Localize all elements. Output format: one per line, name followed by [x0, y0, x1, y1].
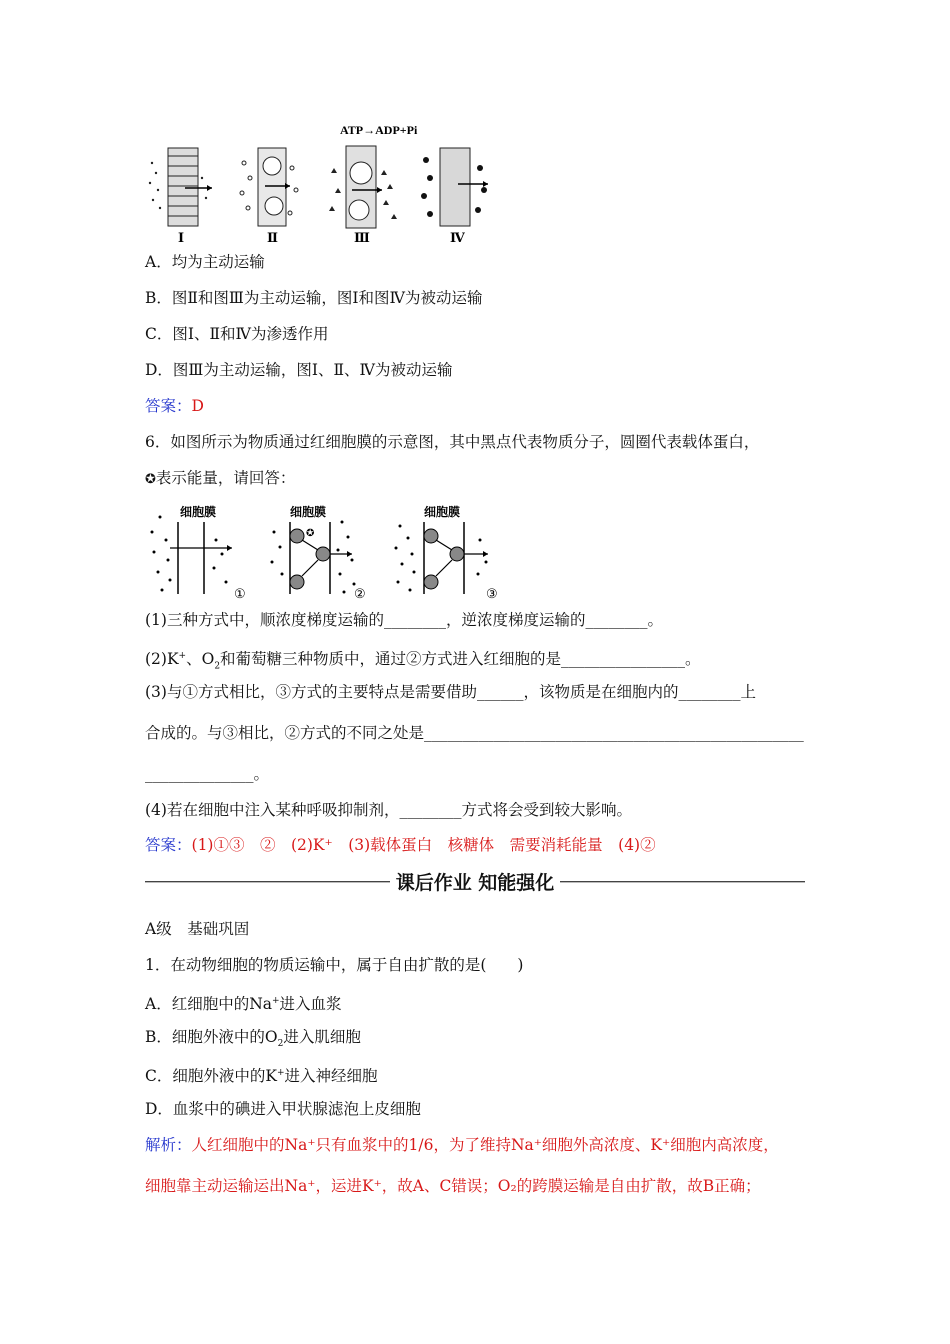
diagram-1: [151, 504, 246, 602]
q6-sub3-line1: (3)与①方式相比，③方式的主要特点是需要借助______，该物质是在细胞内的________上: [145, 683, 756, 701]
q1-option-b: [145, 1026, 361, 1055]
q1-option-b-post: 进入肌细胞: [283, 1028, 361, 1046]
q1-option-a-pre: A．红细胞中的Na: [145, 995, 272, 1014]
section-header: [145, 868, 805, 896]
q6-sub1: (1)三种方式中，顺浓度梯度运输的________，逆浓度梯度运输的________。: [145, 611, 663, 629]
diagram-3: [395, 504, 498, 602]
section-title: [145, 868, 805, 895]
q5-option-b: B．图Ⅱ和图Ⅲ为主动运输，图Ⅰ和图Ⅳ为被动运输: [145, 289, 483, 307]
panel-2: [240, 148, 298, 226]
q1-analysis-line2: 细胞靠主动运输运出Na⁺，运进K⁺，故A、C错误；O₂的跨膜运输是自由扩散，故B正确；: [145, 1177, 761, 1195]
q1-option-a-sup: +: [272, 996, 280, 1006]
q5-option-a: A．均为主动运输: [145, 253, 265, 271]
q6-sub2-c: 和葡萄糖三种物质中，通过②方式进入红细胞的是________________。: [220, 650, 701, 669]
q5-option-c: C．图Ⅰ、Ⅱ和Ⅳ为渗透作用: [145, 325, 329, 343]
q1-option-c-sup: +: [276, 1068, 285, 1078]
q5-option-d: D．图Ⅲ为主动运输，图Ⅰ、Ⅱ、Ⅳ为被动运输: [145, 361, 453, 379]
q1-option-a-post: 进入血浆: [279, 995, 342, 1014]
membrane-label-3: 细胞膜: [424, 505, 461, 519]
q6-stem-line2-text: 表示能量，请回答：: [155, 469, 296, 487]
transport-figure-1: [140, 118, 500, 248]
q1-option-b-sub: 2: [277, 1039, 284, 1050]
q6-sub3-line3: ______________。: [145, 765, 270, 783]
q5-answer: [145, 395, 204, 417]
q1-option-c: [145, 1062, 378, 1087]
section-title-text: 课后作业 知能强化: [390, 872, 561, 894]
q6-answer: [145, 834, 656, 856]
membrane-label-1: 细胞膜: [180, 505, 217, 519]
answer-value: D: [191, 397, 204, 415]
q1-analysis-line1: [145, 1134, 779, 1156]
q1-option-c-pre: C．细胞外液中的K: [145, 1067, 277, 1086]
q6-stem-line2: [145, 467, 295, 491]
q1-option-a: [145, 990, 342, 1015]
atp-label: ATP→ADP+Pi: [340, 123, 418, 137]
panel-1: [149, 148, 212, 226]
answer-label: 答案：: [145, 397, 192, 415]
q1-option-b-pre: B．细胞外液中的O: [145, 1028, 278, 1046]
analysis-line1: 人红细胞中的Na⁺只有血浆中的1/6，为了维持Na⁺细胞外高浓度、K⁺细胞内高浓度，: [191, 1136, 779, 1154]
q6-stem-line1: 6．如图所示为物质通过红细胞膜的示意图，其中黑点代表物质分子，圆圈代表载体蛋白，: [145, 433, 760, 451]
membrane-label-2: 细胞膜: [290, 505, 327, 519]
q6-answer-label: 答案：: [145, 836, 192, 854]
q6-sub4: (4)若在细胞中注入某种呼吸抑制剂，________方式将会受到较大影响。: [145, 801, 632, 819]
diagram-2: [271, 504, 366, 602]
panel-4: [421, 148, 488, 226]
q6-answer-value: (1)①③ ② (2)K⁺ (3)载体蛋白 核糖体 需要消耗能量 (4)②: [191, 836, 656, 854]
diagram-label-1: ①: [234, 587, 246, 602]
diagram-label-3: ③: [486, 587, 498, 602]
q1-option-c-post: 进入神经细胞: [284, 1067, 378, 1086]
q6-sub2-b: 、O: [186, 650, 215, 669]
q1-option-d-text: D．血浆中的碘进入甲状腺滤泡上皮细胞: [145, 1100, 421, 1118]
level-heading: A级 基础巩固: [145, 920, 250, 938]
panel-label-2: Ⅱ: [267, 231, 278, 246]
svg-text:✪: ✪: [306, 528, 315, 539]
analysis-label: 解析：: [145, 1136, 192, 1154]
q1-stem: 1．在动物细胞的物质运输中，属于自由扩散的是( ): [145, 956, 524, 974]
q6-sub2: (2)K+、$O_2$和葡萄糖三种物质中，通过②方式进入红细胞的是________________。: [145, 650, 701, 672]
q6-sub2-a: (2)K: [145, 650, 179, 669]
panel-label-1: Ⅰ: [178, 231, 185, 246]
transport-figure-2: [140, 502, 510, 602]
panel-label-3: Ⅲ: [354, 231, 370, 246]
panel-3: [329, 146, 397, 228]
energy-icon: ✪: [145, 472, 156, 487]
diagram-label-2: ②: [354, 587, 366, 602]
q6-sub3-line2: 合成的。与③相比，②方式的不同之处是_________________________________________________: [145, 724, 804, 742]
panel-label-4: Ⅳ: [450, 231, 465, 246]
q1-option-d: [145, 1098, 421, 1120]
